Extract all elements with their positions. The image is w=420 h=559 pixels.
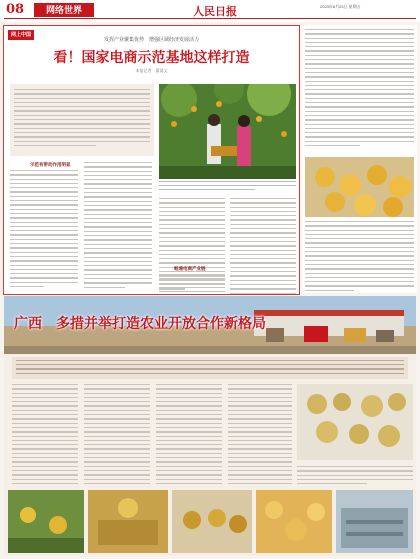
section-label: 网络世界 bbox=[34, 3, 94, 17]
masthead-rule bbox=[4, 18, 416, 19]
produce-photo bbox=[297, 384, 413, 460]
strip-photo-3 bbox=[172, 490, 252, 553]
bottom-column-3 bbox=[156, 384, 222, 487]
bottom-column-2 bbox=[84, 384, 150, 487]
right-column bbox=[302, 25, 417, 293]
strip-photo-1 bbox=[8, 490, 84, 553]
photo-caption bbox=[159, 180, 296, 190]
strip-photo-2 bbox=[88, 490, 168, 553]
bottom-column-5 bbox=[297, 466, 413, 487]
masthead-logo: 人民日报 bbox=[193, 5, 237, 18]
red-tag-icon: 网上中国 bbox=[8, 30, 34, 40]
farm-photo bbox=[159, 84, 296, 179]
article-headline: 看！国家电商示范基地这样打造 bbox=[53, 50, 250, 66]
mango-photo bbox=[305, 157, 414, 217]
photo-strip bbox=[8, 490, 413, 553]
body-column-2 bbox=[84, 162, 152, 291]
lead-box bbox=[10, 84, 154, 156]
masthead bbox=[0, 0, 420, 22]
bottom-column-4 bbox=[228, 384, 292, 487]
strip-photo-4 bbox=[256, 490, 332, 553]
masthead-date: 2023年8月25日 星期五 bbox=[320, 4, 361, 9]
bottom-column-1 bbox=[12, 384, 78, 487]
bottom-headline: 广西 多措并举打造农业开放合作新格局 bbox=[14, 316, 266, 332]
body-column-3b bbox=[159, 274, 225, 295]
subhead-demonstration: 示范有带动作用明显 bbox=[30, 162, 71, 167]
subhead-ecommerce-chain: 畅通电商产业链 bbox=[174, 266, 206, 271]
top-article bbox=[3, 25, 300, 295]
strip-photo-5 bbox=[336, 490, 413, 553]
bottom-lede bbox=[12, 357, 408, 379]
page-number: 08 bbox=[6, 2, 25, 17]
bottom-article bbox=[4, 296, 416, 556]
body-column-1 bbox=[10, 170, 78, 290]
article-kicker: 发挥产业聚集优势 增强区域经济发展活力 bbox=[103, 37, 199, 43]
article-byline: 本报记者 董涌文 bbox=[135, 68, 168, 73]
